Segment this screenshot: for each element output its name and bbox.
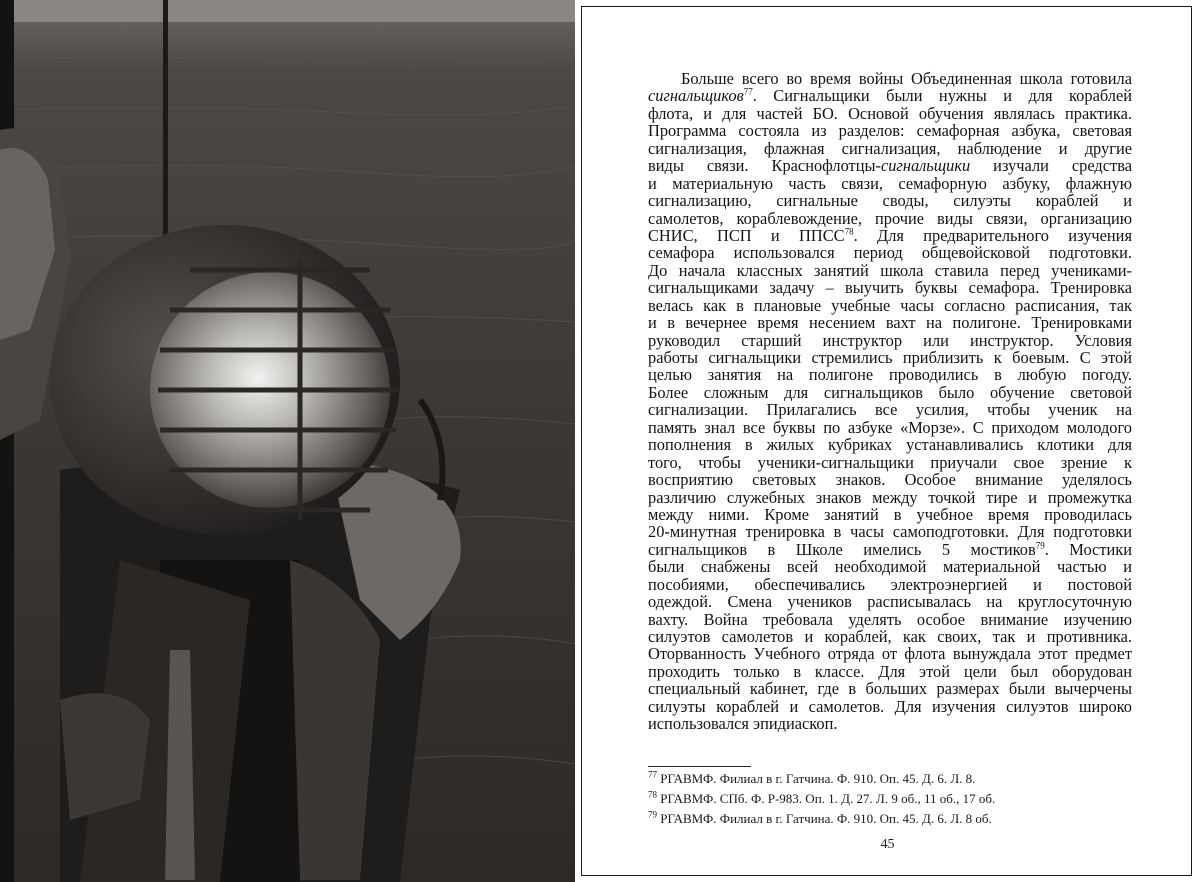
text-line: До начала классных занятий школа ставила перед учениками- [648,260,1132,280]
text-line: проходить только в классе. Для этой цели был оборудован [648,661,1132,681]
text-line: сигнализация, флажная сигнализация, наблюдение и другие [648,138,1132,158]
text-line: были снабжены всей необходимой материальной частью и [648,557,1132,577]
text-line: самолетов, кораблевождение, прочие виды связи, организацию [648,208,1132,228]
text-line: вахту. Война требовала уделять особое внимание изучению [648,609,1132,629]
text-line: между ними. Кроме занятий в учебное время проводилась [648,504,1132,524]
text-line: и в вечернее время несением вахт на полигоне. Тренировками [648,313,1132,333]
text-line: Программа состояла из разделов: семафорная азбука, световая [648,121,1132,141]
page-number: 45 [880,837,895,852]
text-line: использовался эпидиаскоп. [648,714,838,734]
text-line: сигнальщиками задачу – выучить буквы семафора. Тренировка [648,278,1132,298]
footnote-number: 78 [648,789,657,800]
footnote-ref: 77 [743,86,753,97]
archival-photo [0,0,575,882]
text-line: Больше всего во время войны Объединенная школа готовила [681,69,1132,88]
text-line: различию служебных знаков между точкой тире и промежутка [648,487,1132,507]
text-line: силуэтов самолетов и кораблей, как своих, так и противника. [648,627,1132,646]
text-line: виды связи. Краснофлотцы-сигнальщики изучали средства [648,156,1132,176]
italic-term: сигнальщики [880,156,971,176]
text-line: память знал все буквы по азбуке «Морзе». С приходом молодого [648,417,1132,437]
text-line: пополнения в жилых кубриках устанавливались клотики для [648,435,1132,455]
text-line: руководил старший инструктор или инструктор. Условия [648,330,1132,350]
text-line: Более сложным для сигнальщиков было обучение световой [648,382,1132,402]
text-line: велась как в плановые учебные часы согласно расписания, так [648,295,1132,315]
footnote-number: 77 [648,769,657,780]
text-line: Оторванность Учебного отряда от флота вынуждала этот предмет [648,644,1132,664]
footnote-number: 79 [648,809,657,820]
text-line: сигнальщиков$^{77}$. Сигнальщики были нужны и для кораблей [648,86,1132,106]
footnote-item: $^{78}$ РГАВМФ. СПб. Ф. Р-983. Оп. 1. Д. 27. Л. 9 об., 11 об., 17 об. [648,789,996,806]
footnotes [648,769,1132,829]
text-page [575,0,1200,882]
text-line: и материальную часть связи, семафорную азбуку, флажную [648,173,1132,193]
text-line: специальный кабинет, где в больших размерах были вычерчены [648,679,1132,699]
text-line: целью занятия на полигоне проводились в любую погоду. [648,365,1132,385]
searchlight-photo-illustration [0,0,575,882]
footnote-item: $^{79}$ РГАВМФ. Филиал в г. Гатчина. Ф. 910. Оп. 45. Д. 6. Л. 8 об. [648,809,992,826]
footnote-item: $^{77}$ РГАВМФ. Филиал в г. Гатчина. Ф. 910. Оп. 45. Д. 6. Л. 8. [648,769,976,786]
text-line: флота, и для частей БО. Основой обучения являлась практика. [648,103,1132,123]
italic-term: сигнальщиков [648,86,744,106]
footnote-ref: 78 [844,226,854,237]
text-line: того, чтобы ученики-сигнальщики приучали свое зрение к [648,452,1132,472]
text-line: сигнализацию, сигнальные своды, силуэты кораблей и [648,191,1132,211]
text-line: СНИС, ПСП и ППСС$^{78}$. Для предварительного изучения [648,225,1132,245]
text-line: восприятию световых знаков. Особое внимание уделялось [648,470,1132,490]
text-line: работы сигнальщики стремились приблизить к боевым. С этой [648,348,1132,367]
text-line: семафора использовался период общевойсковой подготовки. [648,243,1132,263]
text-line: одеждой. Смена учеников расписывалась на круглосуточную [648,592,1132,612]
text-line: силуэты кораблей и самолетов. Для изучения силуэтов широко [648,696,1132,716]
footnote-rule [648,766,751,767]
text-line: 20-минутная тренировка в часы самоподготовки. Для подготовки [648,522,1132,542]
text-line: сигнальщиков в Школе имелись 5 мостиков$^{79}$. Мостики [648,539,1132,559]
text-line: сигнализации. Прилагались все усилия, чтобы ученик на [648,400,1132,420]
footnote-ref: 79 [1035,540,1045,551]
text-line: пособиями, обеспечивались электроэнергией и постовой [648,574,1132,594]
body-text [648,70,1132,733]
